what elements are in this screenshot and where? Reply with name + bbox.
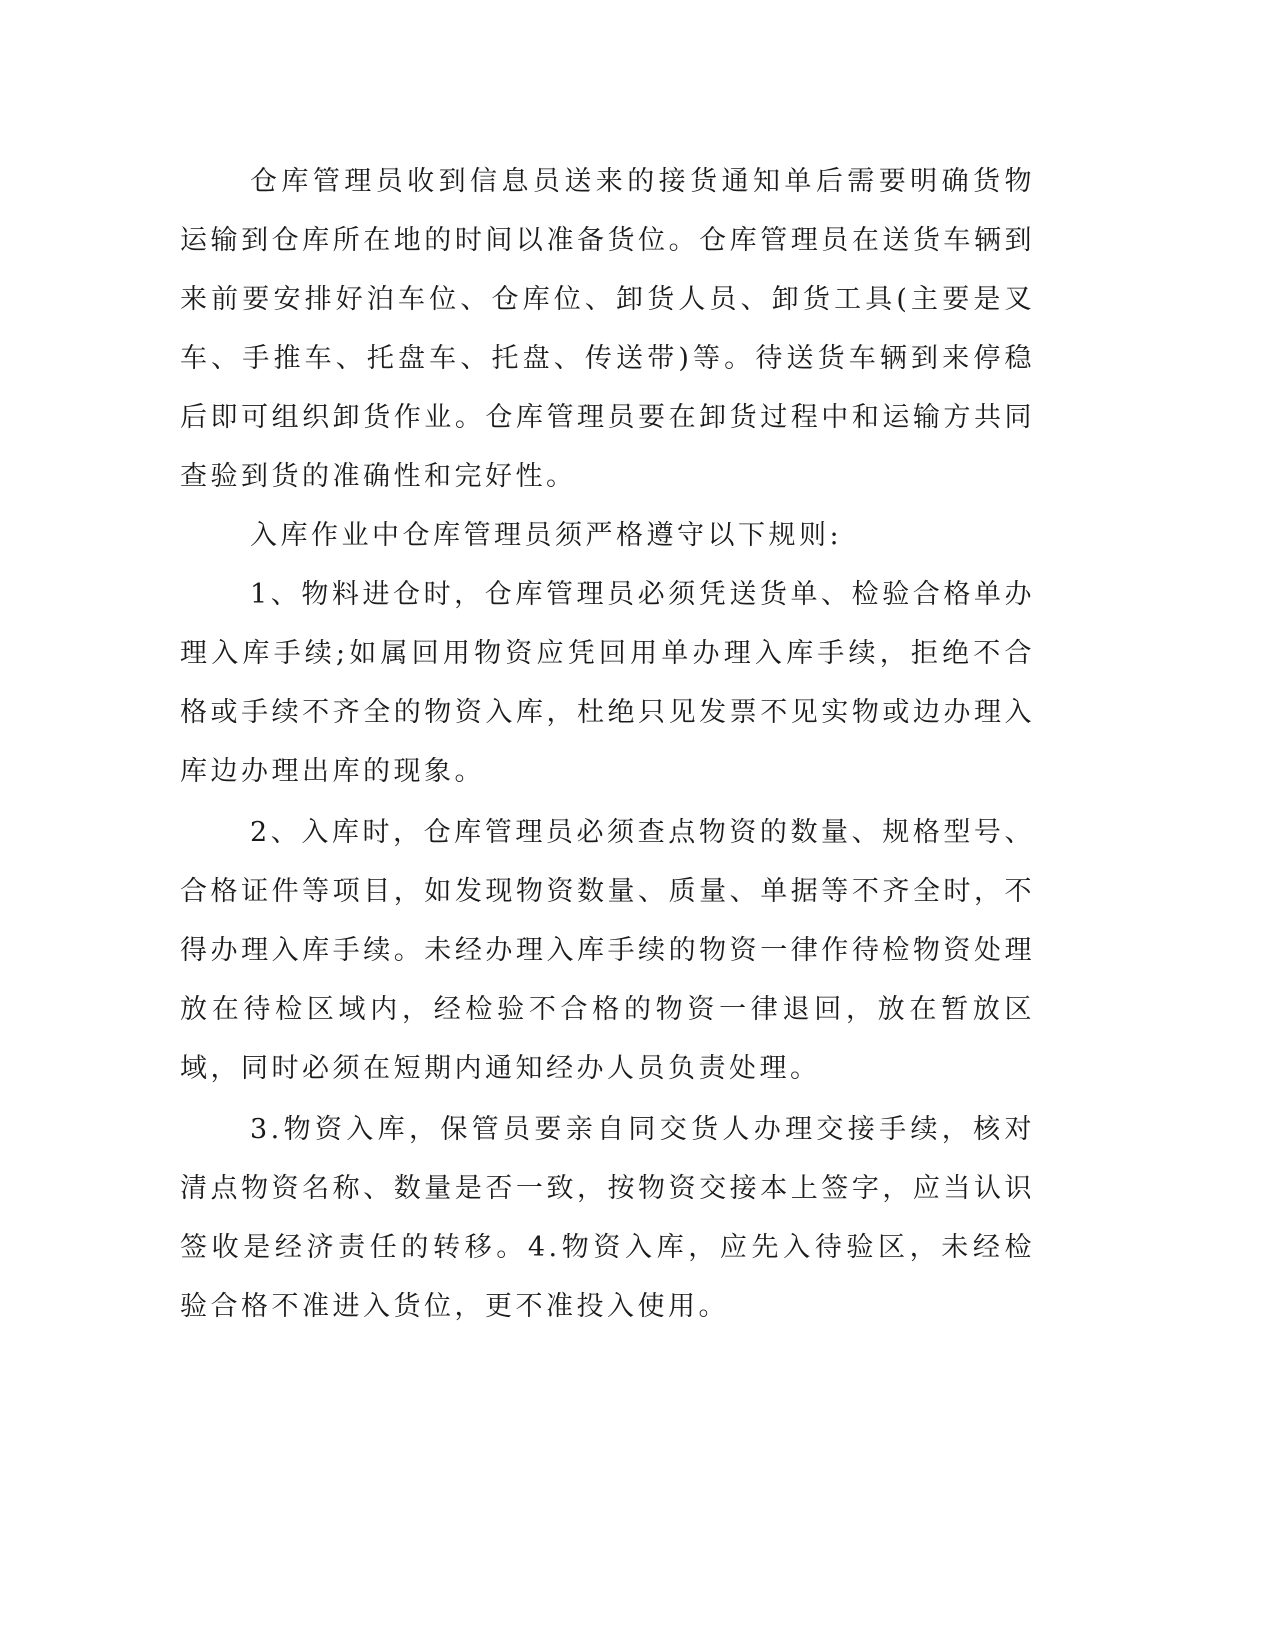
paragraph-rule-3-4: 3.物资入库，保管员要亲自同交货人办理交接手续，核对清点物资名称、数量是否一致，按物资交接本上签字，应当认识签收是经济责任的转移。4.物资入库，应先入待验区，未经检验合格不准进入货位，更不准投入使用。 bbox=[180, 1114, 1035, 1322]
paragraph-receiving-notice: 仓库管理员收到信息员送来的接货通知单后需要明确货物运输到仓库所在地的时间以准备货位。仓库管理员在送货车辆到来前要安排好泊车位、仓库位、卸货人员、卸货工具(主要是叉车、手推车、托盘车、托盘、传送带)等。待送货车辆到来停稳后即可组织卸货作业。仓库管理员要在卸货过程中和运输方共同查验到货的准确性和完好性。 bbox=[180, 166, 1035, 492]
paragraph-rule-1: 1、物料进仓时，仓库管理员必须凭送货单、检验合格单办理入库手续;如属回用物资应凭回用单办理入库手续，拒绝不合格或手续不齐全的物资入库，杜绝只见发票不见实物或边办理入库边办理出库的现象。 bbox=[180, 579, 1035, 787]
paragraph-rule-2: 2、入库时，仓库管理员必须查点物资的数量、规格型号、合格证件等项目，如发现物资数量、质量、单据等不齐全时，不得办理入库手续。未经办理入库手续的物资一律作待检物资处理放在待检区域内，经检验不合格的物资一律退回，放在暂放区域，同时必须在短期内通知经办人员负责处理。 bbox=[180, 817, 1035, 1084]
document-page bbox=[180, 152, 1035, 1336]
paragraph-rules-intro: 入库作业中仓库管理员须严格遵守以下规则: bbox=[250, 520, 843, 551]
